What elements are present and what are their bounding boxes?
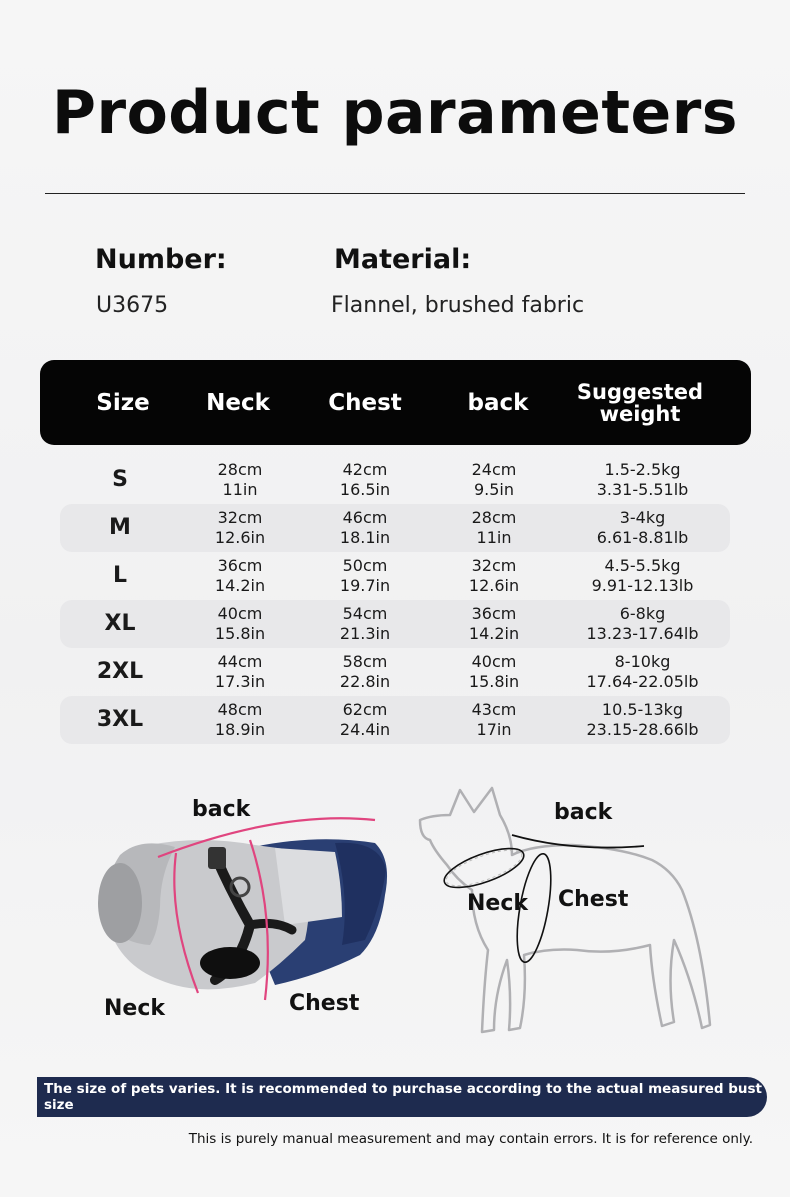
size-cell: M: [109, 515, 131, 540]
back-cell: [444, 456, 544, 504]
size-cell: L: [112, 563, 128, 588]
back-cell: [444, 696, 544, 744]
back-in: 12.6in: [468, 576, 520, 595]
header-weight-line2: weight: [599, 401, 681, 426]
back-in: 14.2in: [468, 624, 520, 643]
chest-cell: [315, 600, 415, 648]
weight-lb: 17.64-22.05lb: [586, 672, 699, 691]
coat-neck-label: Neck: [104, 996, 166, 1021]
chest-cell: [315, 552, 415, 600]
neck-in: 14.2in: [214, 576, 266, 595]
neck-cm: 44cm: [217, 652, 263, 671]
back-cell: [444, 600, 544, 648]
back-in: 17in: [476, 720, 512, 739]
weight-kg: 8-10kg: [614, 652, 671, 671]
table-row: [60, 552, 730, 600]
weight-kg: 1.5-2.5kg: [604, 460, 681, 479]
header-chest: Chest: [328, 389, 402, 416]
size-cell: 2XL: [96, 659, 144, 684]
size-cell: S: [112, 467, 128, 492]
table-row: [60, 648, 730, 696]
weight-lb: 6.61-8.81lb: [596, 528, 689, 547]
measurement-disclaimer: This is purely manual measurement and may contain errors. It is for reference only.: [188, 1131, 753, 1147]
chest-cell: [315, 696, 415, 744]
back-cm: 28cm: [471, 508, 517, 527]
neck-in: 11in: [222, 480, 258, 499]
neck-cm: 48cm: [217, 700, 263, 719]
neck-cell: [190, 600, 290, 648]
header-weight-line1: Suggested: [576, 379, 704, 404]
table-row: [60, 600, 730, 648]
weight-lb: 23.15-28.66lb: [586, 720, 699, 739]
chest-cm: 62cm: [342, 700, 388, 719]
back-cell: [444, 648, 544, 696]
back-cell: [444, 504, 544, 552]
chest-cell: [315, 456, 415, 504]
chest-cell: [315, 648, 415, 696]
header-suggested-weight: [565, 360, 715, 445]
neck-cell: [190, 504, 290, 552]
neck-cm: 40cm: [217, 604, 263, 623]
neck-cm: 36cm: [217, 556, 263, 575]
chest-in: 21.3in: [339, 624, 391, 643]
weight-cell: [570, 456, 715, 504]
size-cell: 3XL: [96, 707, 144, 732]
size-table-header: [40, 360, 751, 445]
weight-lb: 3.31-5.51lb: [596, 480, 689, 499]
chest-cm: 58cm: [342, 652, 388, 671]
chest-in: 16.5in: [339, 480, 391, 499]
back-cm: 43cm: [471, 700, 517, 719]
page-title: Product parameters: [52, 78, 738, 148]
back-in: 9.5in: [473, 480, 515, 499]
header-size: Size: [96, 389, 150, 416]
size-notice-banner: The size of pets varies. It is recommended to purchase according to the actual measured bust size: [37, 1077, 767, 1117]
neck-cm: 32cm: [217, 508, 263, 527]
dog-chest-label: Chest: [558, 887, 629, 912]
weight-cell: [570, 504, 715, 552]
coat-illustration: [80, 815, 410, 1015]
dog-neck-label: Neck: [467, 891, 529, 916]
weight-kg: 10.5-13kg: [601, 700, 684, 719]
table-row: [60, 504, 730, 552]
back-cm: 24cm: [471, 460, 517, 479]
coat-back-label: back: [192, 797, 251, 822]
weight-lb: 13.23-17.64lb: [586, 624, 699, 643]
chest-cm: 46cm: [342, 508, 388, 527]
header-back: back: [467, 389, 529, 416]
table-row: [60, 696, 730, 744]
weight-cell: [570, 696, 715, 744]
weight-cell: [570, 600, 715, 648]
number-value: U3675: [96, 293, 169, 318]
back-in: 15.8in: [468, 672, 520, 691]
table-row: [60, 456, 730, 504]
neck-cell: [190, 696, 290, 744]
size-cell: XL: [104, 611, 136, 636]
material-value: Flannel, brushed fabric: [331, 293, 585, 318]
material-label: Material:: [334, 244, 472, 275]
chest-cell: [315, 504, 415, 552]
chest-in: 24.4in: [339, 720, 391, 739]
dog-back-label: back: [554, 800, 613, 825]
back-cm: 36cm: [471, 604, 517, 623]
header-neck: Neck: [206, 389, 270, 416]
back-cell: [444, 552, 544, 600]
neck-cell: [190, 456, 290, 504]
back-cm: 40cm: [471, 652, 517, 671]
neck-in: 12.6in: [214, 528, 266, 547]
number-label: Number:: [95, 244, 227, 275]
weight-kg: 3-4kg: [619, 508, 666, 527]
neck-cm: 28cm: [217, 460, 263, 479]
chest-cm: 50cm: [342, 556, 388, 575]
neck-cell: [190, 552, 290, 600]
neck-in: 17.3in: [214, 672, 266, 691]
back-cm: 32cm: [471, 556, 517, 575]
weight-lb: 9.91-12.13lb: [591, 576, 694, 595]
chest-in: 19.7in: [339, 576, 391, 595]
weight-cell: [570, 552, 715, 600]
weight-cell: [570, 648, 715, 696]
neck-in: 18.9in: [214, 720, 266, 739]
neck-in: 15.8in: [214, 624, 266, 643]
coat-chest-label: Chest: [289, 991, 360, 1016]
title-divider: [45, 193, 745, 194]
chest-in: 22.8in: [339, 672, 391, 691]
chest-in: 18.1in: [339, 528, 391, 547]
weight-kg: 4.5-5.5kg: [604, 556, 681, 575]
weight-kg: 6-8kg: [619, 604, 666, 623]
chest-cm: 54cm: [342, 604, 388, 623]
chest-cm: 42cm: [342, 460, 388, 479]
neck-cell: [190, 648, 290, 696]
back-in: 11in: [476, 528, 512, 547]
